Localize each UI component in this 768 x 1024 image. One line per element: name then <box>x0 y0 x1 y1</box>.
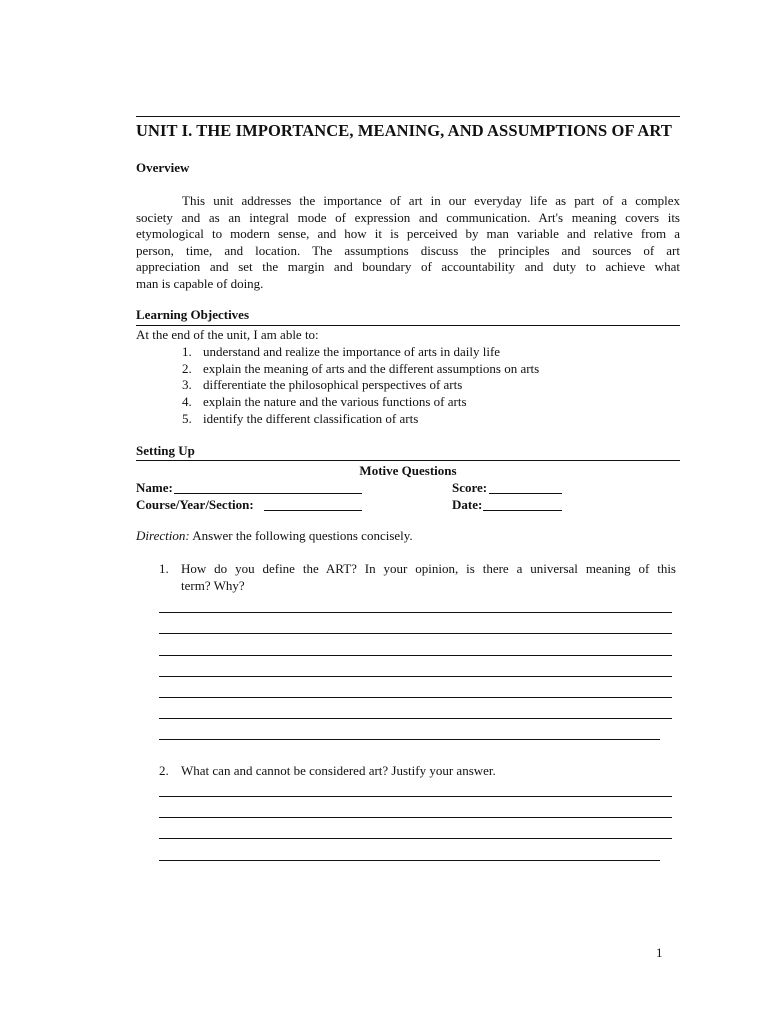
course-year-section-label: Course/Year/Section: <box>136 497 254 512</box>
date-label: Date: <box>452 497 483 512</box>
course-year-section-field[interactable] <box>264 510 362 511</box>
answer-line[interactable] <box>159 739 660 740</box>
date-field[interactable] <box>483 510 562 511</box>
overview-line: society and as an integral mode of expression and communication. Art's meaning covers its <box>136 209 680 225</box>
objectives-heading: Learning Objectives <box>136 307 250 322</box>
top-rule <box>136 116 680 117</box>
direction-text <box>136 528 413 544</box>
question-number: 2. <box>159 763 169 778</box>
overview-heading: Overview <box>136 160 190 175</box>
answer-line[interactable] <box>159 817 672 818</box>
objectives-rule <box>136 325 680 326</box>
question-number: 1. <box>159 561 169 576</box>
score-field[interactable] <box>489 493 562 494</box>
setting-up-rule <box>136 460 680 461</box>
answer-line[interactable] <box>159 633 672 634</box>
objective-text: differentiate the philosophical perspectives of arts <box>203 377 463 393</box>
question-line: term? Why? <box>181 577 245 593</box>
direction-body: Answer the following questions concisely. <box>189 528 413 543</box>
page-number: 1 <box>656 945 663 960</box>
question-text <box>181 763 676 780</box>
overview-paragraph <box>136 193 680 293</box>
objective-number: 1. <box>182 344 192 359</box>
answer-line[interactable] <box>159 676 672 677</box>
objective-number: 5. <box>182 410 192 426</box>
objective-text: explain the nature and the various functions of arts <box>203 394 467 410</box>
objective-text: understand and realize the importance of arts in daily life <box>203 344 501 359</box>
setting-up-heading: Setting Up <box>136 443 195 458</box>
overview-line: etymological to modern sense, and how it is perceived by man variable and relative from a <box>136 226 680 242</box>
overview-line: man is capable of doing. <box>136 275 264 291</box>
score-label: Score: <box>452 480 488 495</box>
answer-line[interactable] <box>159 612 672 613</box>
objective-item <box>182 394 539 411</box>
question-1 <box>159 561 676 594</box>
objective-number: 3. <box>182 377 192 393</box>
question-2 <box>159 763 676 780</box>
answer-line[interactable] <box>159 860 660 861</box>
overview-line: This unit addresses the importance of art in our everyday life as part of a complex <box>182 193 680 208</box>
question-line: What can and cannot be considered art? Justify your answer. <box>181 763 496 778</box>
name-label: Name: <box>136 480 173 495</box>
answer-line[interactable] <box>159 838 672 839</box>
motive-questions-heading: Motive Questions <box>359 463 457 478</box>
direction-label: Direction: <box>136 528 190 543</box>
answer-line[interactable] <box>159 697 672 698</box>
overview-line: person, time, and location. The assumptions discuss the principles and sources of art <box>136 242 680 258</box>
objective-text: identify the different classification of arts <box>203 410 419 426</box>
question-line: How do you define the ART? In your opinion, is there a universal meaning of this <box>181 561 676 576</box>
objective-item <box>182 377 539 394</box>
answer-line[interactable] <box>159 796 672 797</box>
objective-item <box>182 344 539 361</box>
objectives-intro: At the end of the unit, I am able to: <box>136 327 319 342</box>
objective-item <box>182 411 539 428</box>
objective-number: 2. <box>182 360 192 376</box>
objective-item <box>182 361 539 378</box>
name-field[interactable] <box>174 493 362 494</box>
overview-line: appreciation and set the margin and boundary of accountability and duty to achieve what <box>136 259 680 275</box>
objective-text: explain the meaning of arts and the different assumptions on arts <box>203 360 540 376</box>
objectives-list <box>182 344 539 428</box>
question-text <box>181 561 676 594</box>
answer-line[interactable] <box>159 655 672 656</box>
objective-number: 4. <box>182 394 192 410</box>
unit-title: UNIT I. THE IMPORTANCE, MEANING, AND ASSUMPTIONS OF ART <box>136 121 672 140</box>
answer-line[interactable] <box>159 718 672 719</box>
